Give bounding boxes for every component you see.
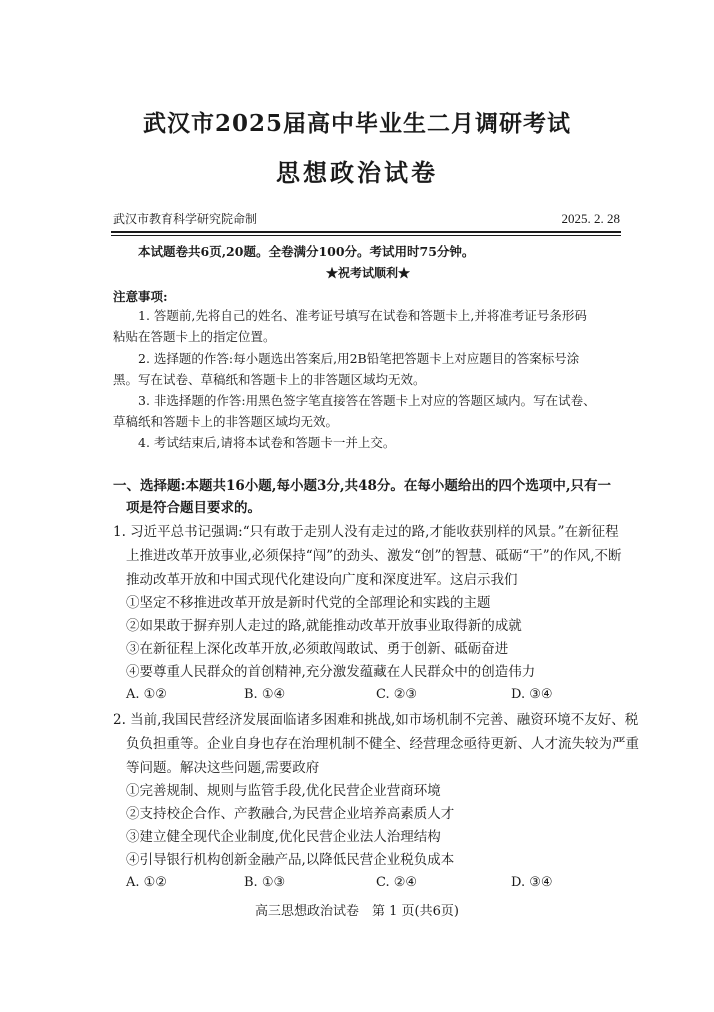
question-1-statement: ④要尊重人民群众的首创精神,充分激发蕴藏在人民群众中的创造伟力 [126, 664, 536, 680]
exam-title: 武汉市2025届高中毕业生二月调研考试 [142, 110, 571, 137]
notice-line: 1. 答题前,先将自己的姓名、准考证号填写在试卷和答题卡上,并将准考证号条形码 [138, 308, 587, 323]
question-1-stem: 上推进改革开放事业,必须保持“闯”的劲头、激发“创”的智慧、砥砺“干”的作风,不断 [126, 548, 622, 564]
exam-date: 2025. 2. 28 [561, 211, 620, 226]
choice-c: C. ②③ [376, 687, 418, 702]
question-2-stem: 负负担重等。企业自身也存在治理机制不健全、经营理念亟待更新、人才流失较为严重 [126, 736, 639, 752]
notice-line: 3. 非选择题的作答:用黑色签字笔直接答在答题卡上对应的答题区域内。写在试卷、 [138, 393, 596, 408]
notice-line: 2. 选择题的作答:每小题选出答案后,用2B铅笔把答题卡上对应题目的答案标号涂 [138, 351, 580, 366]
notice-heading: 注意事项: [113, 289, 168, 304]
question-2-statement: ①完善规制、规则与监管手段,优化民营企业营商环境 [126, 783, 441, 799]
good-luck-banner: ★祝考试顺利★ [325, 266, 410, 280]
section-heading: 一、选择题:本题共16小题,每小题3分,共48分。在每小题给出的四个选项中,只有一 [113, 478, 612, 494]
question-1-statement: ①坚定不移推进改革开放是新时代党的全部理论和实践的主题 [126, 595, 491, 611]
exam-summary: 本试题卷共6页,20题。全卷满分100分。考试用时75分钟。 [138, 244, 475, 259]
choice-a: A. ①② [126, 687, 167, 702]
question-2-statement: ③建立健全现代企业制度,优化民营企业法人治理结构 [126, 829, 441, 845]
choice-d: D. ③④ [511, 875, 553, 890]
page-footer: 高三思想政治试卷 第 1 页(共6页) [255, 904, 459, 919]
choice-a: A. ①② [126, 875, 167, 890]
question-1-stem: 1. 习近平总书记强调:“只有敢于走别人没有走过的路,才能收获别样的风景。”在新征程 [113, 524, 619, 540]
notice-line: 草稿纸和答题卡上的非答题区域均无效。 [113, 414, 339, 429]
choice-b: B. ①④ [244, 687, 286, 702]
question-1-statement: ②如果敢于摒弃别人走过的路,就能推动改革开放事业取得新的成就 [126, 618, 522, 634]
question-2-statement: ②支持校企合作、产教融合,为民营企业培养高素质人才 [126, 806, 455, 822]
exam-subtitle: 思想政治试卷 [276, 158, 438, 187]
question-2-stem: 2. 当前,我国民营经济发展面临诸多困难和挑战,如市场机制不完善、融资环境不友好、税 [113, 712, 639, 728]
question-2-statement: ④引导银行机构创新金融产品,以降低民营企业税负成本 [126, 852, 455, 868]
choice-d: D. ③④ [511, 687, 553, 702]
notice-line: 粘贴在答题卡上的指定位置。 [113, 329, 276, 344]
header-rule-thick [111, 231, 621, 233]
section-heading-cont: 项是符合题目要求的。 [126, 500, 261, 516]
notice-line: 4. 考试结束后,请将本试卷和答题卡一并上交。 [138, 435, 396, 450]
question-2-stem: 等问题。解决这些问题,需要政府 [126, 760, 320, 776]
choice-c: C. ②④ [376, 875, 418, 890]
issuer: 武汉市教育科学研究院命制 [113, 212, 258, 226]
question-1-stem: 推动改革开放和中国式现代化建设向广度和深度进军。这启示我们 [126, 572, 518, 588]
question-1-statement: ③在新征程上深化改革开放,必须敢闯敢试、勇于创新、砥砺奋进 [126, 641, 509, 657]
header-rule-thin [111, 235, 621, 236]
notice-line: 黑。写在试卷、草稿纸和答题卡上的非答题区域均无效。 [113, 372, 426, 387]
choice-b: B. ①③ [244, 875, 286, 890]
